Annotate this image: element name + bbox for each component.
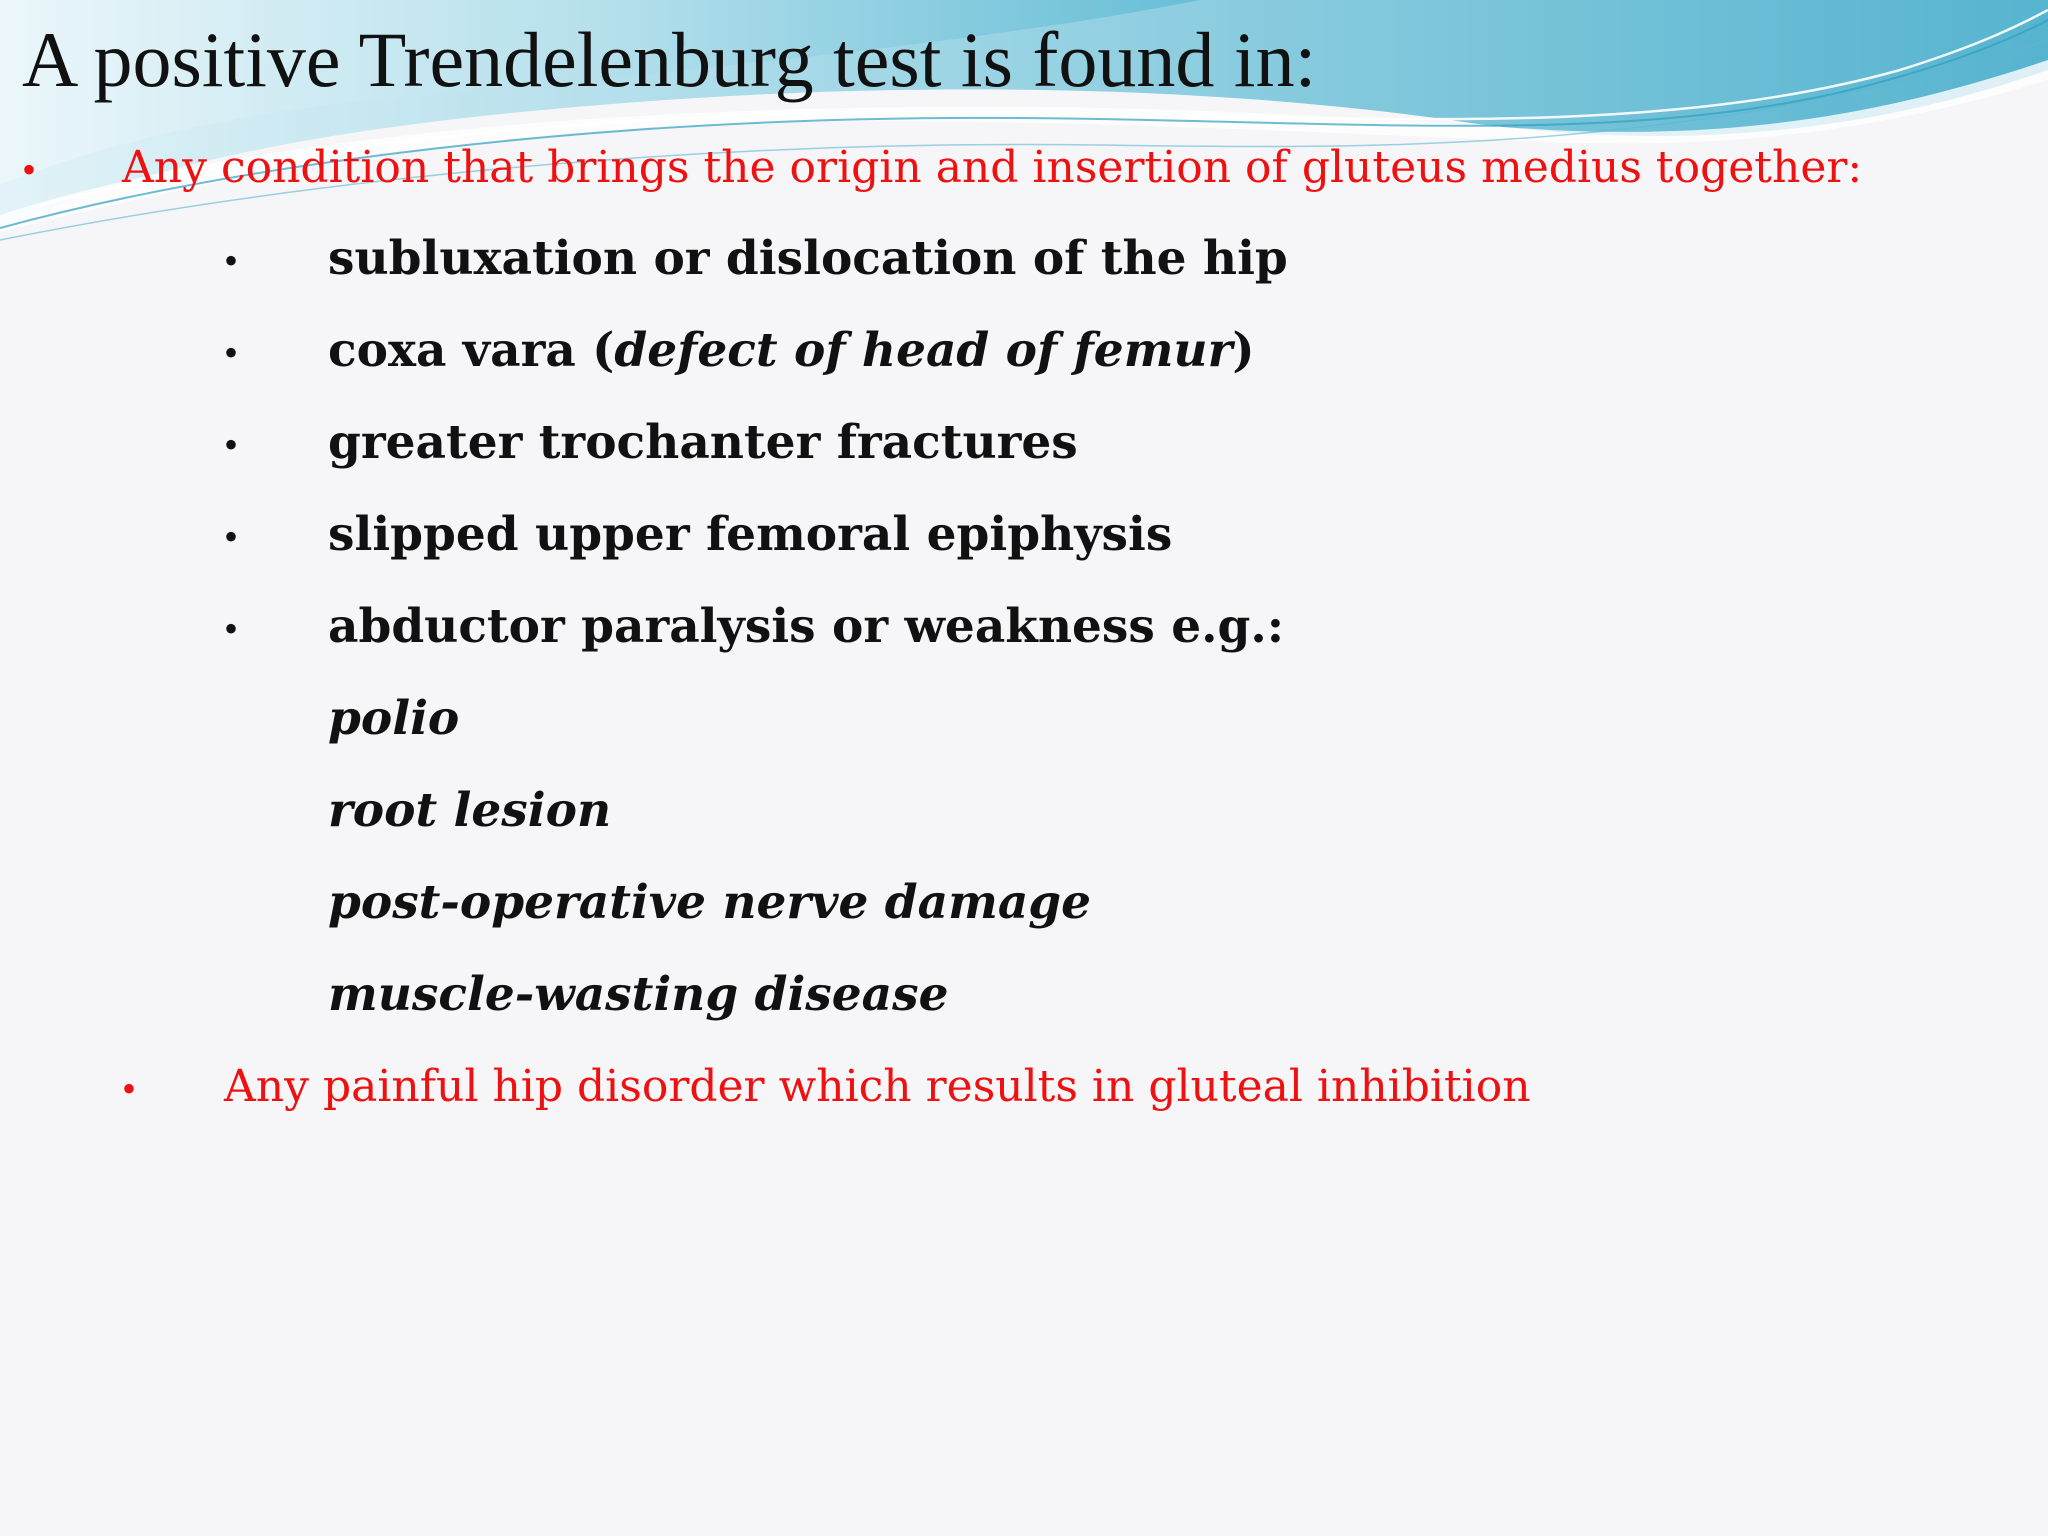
bullet-marker: • [122, 1066, 137, 1111]
bullet-marker: • [22, 147, 37, 192]
slide-title: A positive Trendelenburg test is found in: [22, 16, 1317, 103]
main-point-2: Any painful hip disorder which results in gluteal inhibition [224, 1061, 1531, 1112]
bullet-marker: • [224, 330, 239, 375]
sub-point-2-prefix: coxa vara ( [328, 323, 615, 378]
bullet-marker: • [224, 606, 239, 651]
sub-point-2-suffix: ) [1232, 323, 1255, 378]
example-item-3: post-operative nerve damage [328, 875, 1092, 930]
bullet-marker: • [224, 514, 239, 559]
example-item-2: root lesion [328, 783, 612, 838]
bullet-marker: • [224, 238, 239, 283]
example-item-4: muscle-wasting disease [328, 967, 949, 1022]
main-point-1: Any condition that brings the origin and insertion of gluteus medius together: [122, 142, 1863, 193]
sub-point-1: subluxation or dislocation of the hip [328, 231, 1288, 286]
sub-point-4: slipped upper femoral epiphysis [328, 507, 1173, 562]
sub-point-3: greater trochanter fractures [328, 415, 1078, 470]
example-item-1: polio [328, 691, 460, 746]
sub-point-2 [328, 321, 1255, 381]
bullet-marker: • [224, 422, 239, 467]
sub-point-5: abductor paralysis or weakness e.g.: [328, 599, 1285, 654]
sub-point-2-emphasis: defect of head of femur [614, 323, 1233, 378]
